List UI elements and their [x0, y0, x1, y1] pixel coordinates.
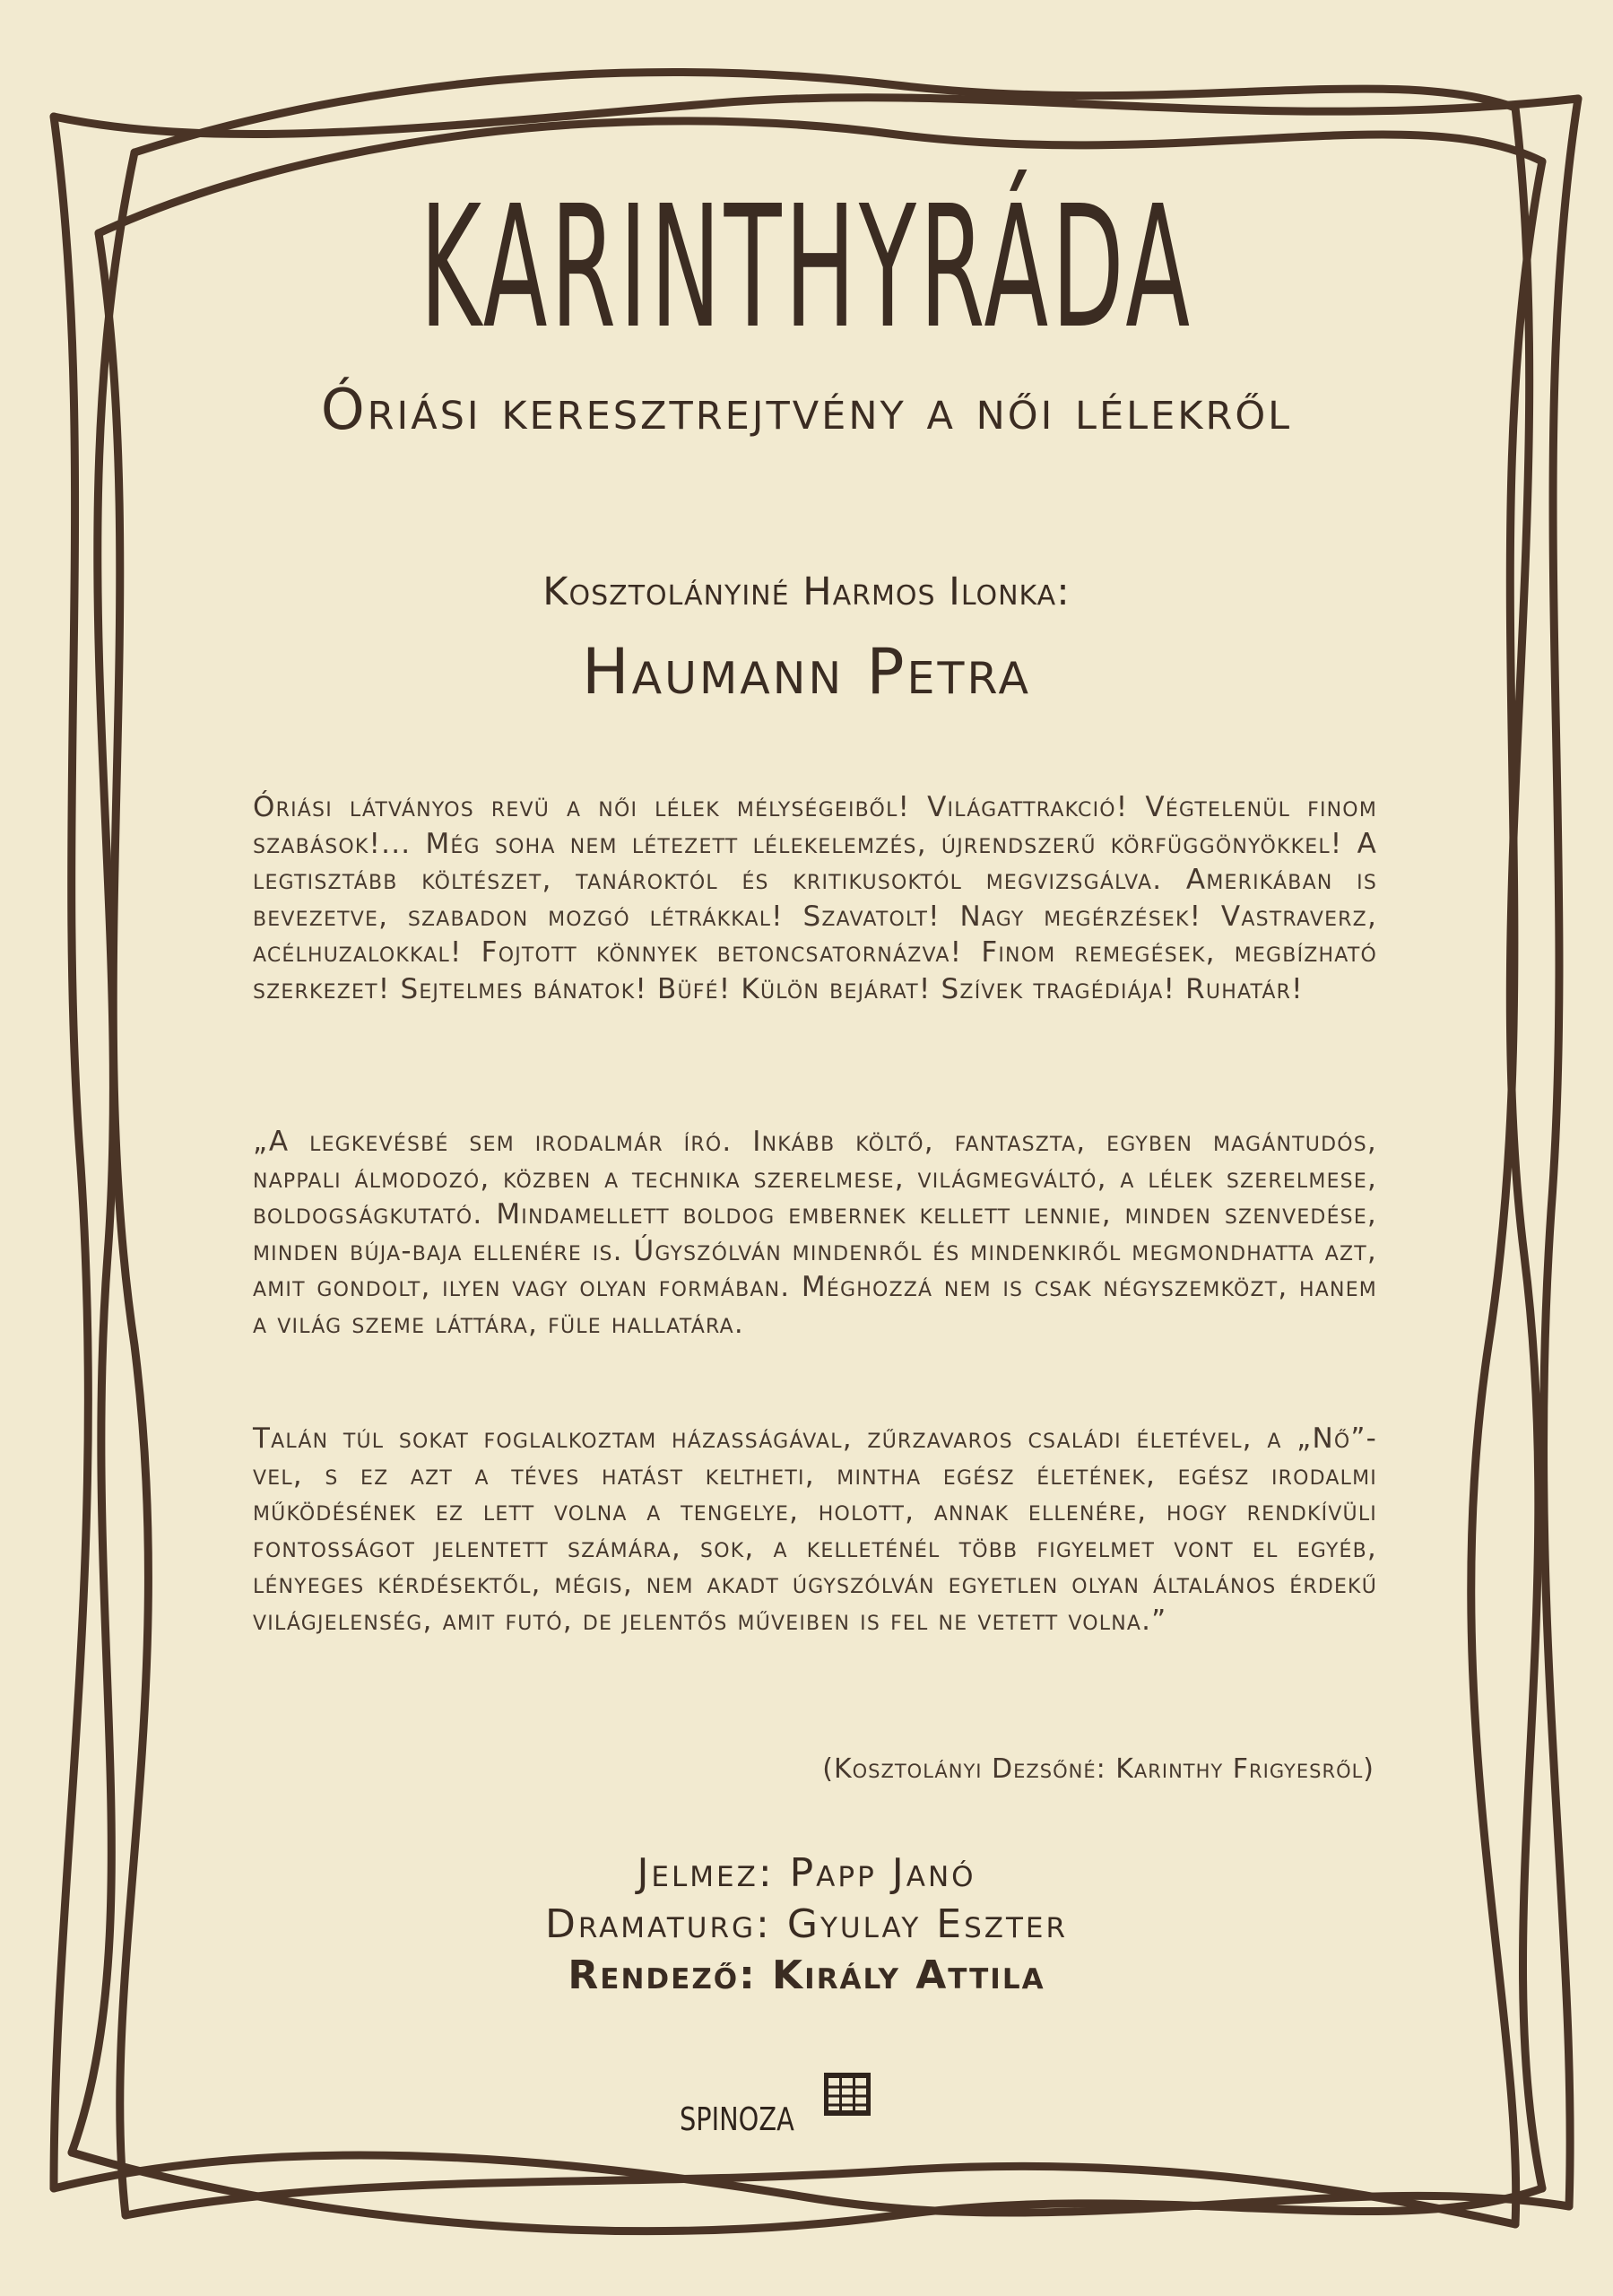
crew-director: Rendező: Király Attila	[568, 1952, 1045, 1998]
crew-costume: Jelmez: Papp Janó	[637, 1850, 976, 1896]
credit-role: Kosztolányiné Harmos Ilonka:	[542, 570, 1071, 614]
intro-paragraph: Óriási látványos revü a női lélek mélységeiből! Világattrakció! Végtelenül finom szabások!... Még soha nem létezett lélekelemzés, újrendszerű körfüggönyökkel! A legtisztább költészet, tanároktól és kritikusoktól megvizsgálva. Amerikában is bevezetve, szabadon mozgó létrákkal! Szavatolt! Nagy megérzések! Vastraverz, acélhuzalokkal! Fojtott könnyek betoncsatornázva! Finom remegések, megbízható szerkezet! Sejtelmes bánatok! Büfé! Külön bejárat! Szívek tragédiája! Ruhatár!	[253, 791, 1377, 1005]
frame-bottom-strand-2	[126, 2166, 1515, 2224]
quote-paragraph-1: „A legkevésbé sem irodalmár író. Inkább költő, fantaszta, egyben magántudós, nappali álmodozó, közben a technika szerelmese, világmegváltó, a lélek szerelmese, boldogságkutató. Mindamellett boldog embernek kellett lennie, minden szenvedése, minden búja-baja ellenére is. Úgyszólván mindenről és mindenkiről megmondhatta azt, amit gondolt, ilyen vagy olyan formában. Méghozzá nem is csak négyszemközt, hanem a világ szeme láttára, füle hallatára.	[253, 1126, 1377, 1340]
poster-title: KARINTHYRÁDA	[420, 170, 1193, 366]
quote-attribution: (Kosztolányi Dezsőné: Karinthy Frigyesről)	[822, 1753, 1375, 1785]
credit-actor: Haumann Petra	[581, 635, 1032, 709]
crew-dramaturg: Dramaturg: Gyulay Eszter	[544, 1901, 1069, 1947]
poster-subtitle: Óriási keresztrejtvény a női lélekről	[320, 377, 1293, 442]
spinoza-theatre-mark-icon	[820, 2067, 874, 2121]
quote-paragraph-2: Talán túl sokat foglalkoztam házasságával, zűrzavaros családi életével, a „Nő”-vel, s ez azt a téves hatást keltheti, mintha egész életének, egész irodalmi működésének ez lett volna a tengelye, holott, annak ellenére, hogy rendkívüli fontosságot jelentett számára, sok, a kelleténél több figyelmet vont el egyéb, lényeges kérdésektől, mégis, nem akadt úgyszólván egyetlen olyan általános érdekű világjelenség, amit futó, de jelentős műveiben is fel ne vetett volna.”	[253, 1422, 1377, 1637]
spinoza-logo	[680, 2067, 895, 2148]
logo-text: SPINOZA	[680, 2101, 794, 2138]
